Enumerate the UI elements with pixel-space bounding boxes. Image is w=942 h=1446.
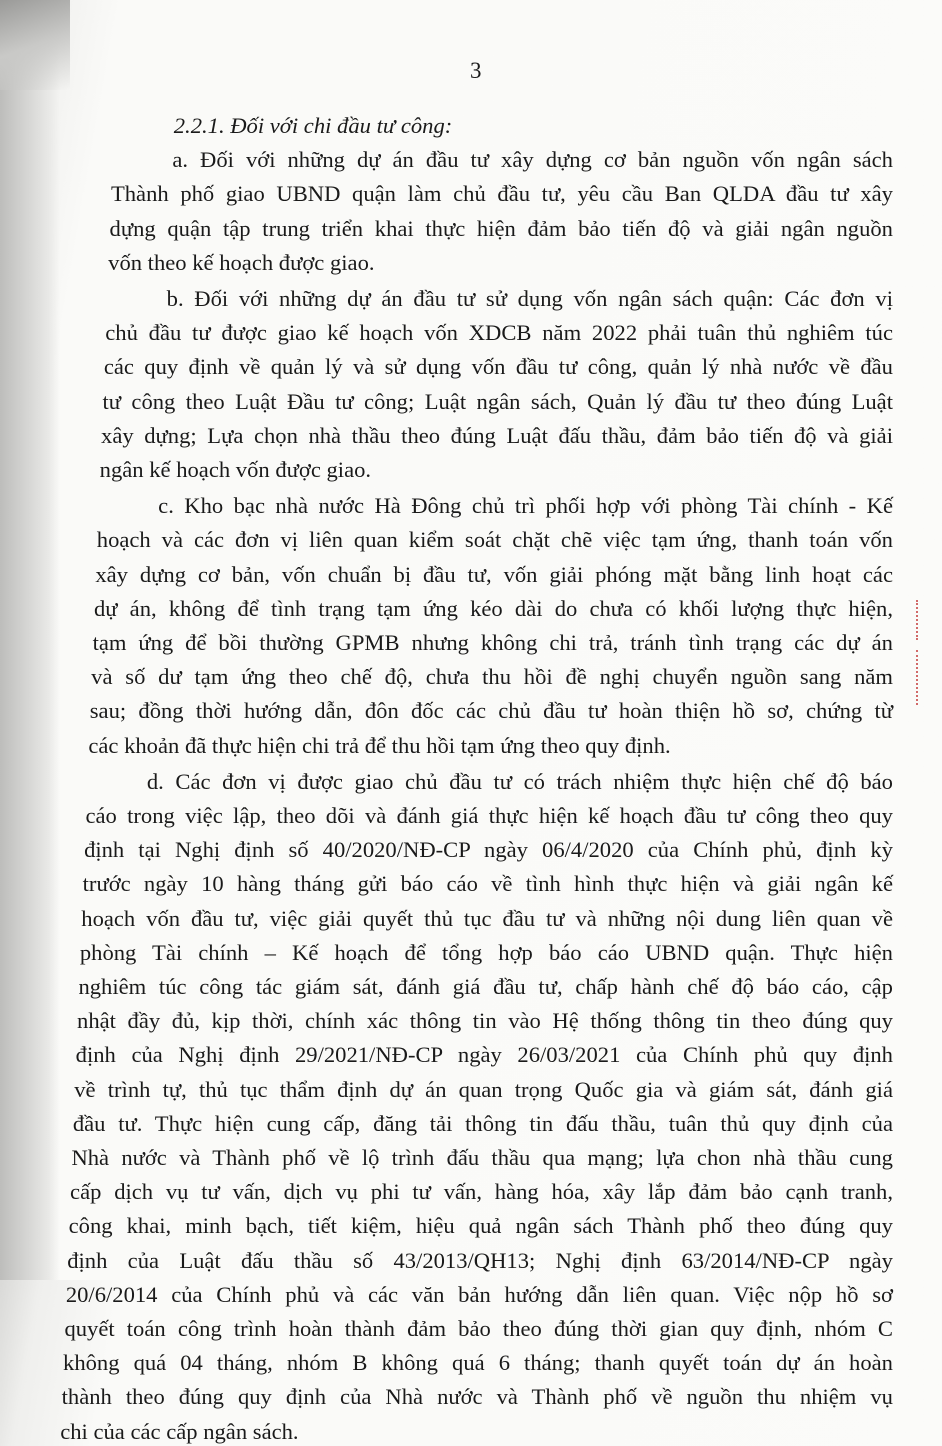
text-line: cáo trong việc lập, theo dõi và đánh giá thực hiện kế hoạch đầu tư công theo quy (85, 803, 893, 828)
text-line: trước ngày 10 hàng tháng gửi báo cáo về tình hình thực hiện và giải ngân kế (82, 871, 893, 897)
text-line: về trình tự, thủ tục thẩm định dự án quan trọng Quốc gia và giám sát, đánh giá (74, 1076, 893, 1102)
text-line: b. Đối với những dự án đầu tư sử dụng vốn ngân sách quận: Các đơn vị (166, 286, 893, 311)
text-line: tạm ứng để bồi thường GPMB nhưng không chi trả, tránh tình trạng các dự án (92, 630, 893, 655)
text-line: chủ đầu tư được giao kế hoạch vốn XDCB năm 2022 phải tuân thủ nghiêm túc (105, 320, 893, 346)
text-line: chi của các cấp ngân sách. (60, 1418, 299, 1444)
stamp-mark (916, 600, 932, 640)
text-line: dựng quận tập trung triển khai thực hiện đảm bảo tiến độ và giải ngân nguồn (109, 215, 893, 241)
text-line: và số dư tạm ứng theo chế độ, chưa thu hồi đề nghị chuyển nguồn sang năm (91, 664, 893, 690)
text-line: 20/6/2014 của Chính phủ và các văn bản hướng dẫn liên quan. Việc nộp hồ sơ (65, 1281, 893, 1307)
text-line: không quá 04 tháng, nhóm B không quá 6 tháng; thanh quyết toán dự án hoàn (63, 1350, 893, 1376)
text-line: các khoản đã thực hiện chi trả để thu hồi tạm ứng theo quy định. (88, 732, 671, 758)
text-line: nghiêm túc công tác giám sát, đánh giá đầu tư, chấp hành chế độ báo cáo, cập (78, 974, 893, 999)
text-line: nhật đầy đủ, kịp thời, chính xác thông tin vào Hệ thống thông tin theo đúng quy (77, 1008, 893, 1034)
text-line: dự án, không để tình trạng tạm ứng kéo dài do chưa có khối lượng thực hiện, (93, 595, 893, 621)
text-line: c. Kho bạc nhà nước Hà Đông chủ trì phối hợp với phòng Tài chính - Kế (158, 493, 893, 519)
page-number: 3 (470, 58, 482, 83)
text-line: tư công theo Luật Đầu tư công; Luật ngân sách, Quản lý đầu tư theo đúng Luật (102, 388, 893, 414)
text-line: định của Luật đấu thầu số 43/2013/QH13; Nghị định 63/2014/NĐ-CP ngày (67, 1247, 893, 1273)
text-line: phòng Tài chính – Kế hoạch để tổng hợp báo cáo UBND quận. Thực hiện (79, 939, 893, 965)
text-line: hoạch vốn đầu tư, việc giải quyết thủ tục đầu tư và những nội dung liên quan về (81, 905, 893, 931)
text-line: định tại Nghị định số 40/2020/NĐ-CP ngày 06/4/2020 của Chính phủ, định kỳ (84, 837, 893, 863)
text-line: quyết toán công trình hoàn thành đảm bảo theo đúng thời gian quy định, nhóm C (64, 1316, 893, 1341)
stamp-mark (916, 650, 932, 705)
text-line: hoạch và các đơn vị liên quan kiểm soát chặt chẽ việc tạm ứng, thanh toán vốn (96, 527, 893, 553)
text-line: vốn theo kế hoạch được giao. (108, 249, 375, 275)
text-line: định của Nghị định 29/2021/NĐ-CP ngày 26/03/2021 của Chính phủ quy định (75, 1042, 893, 1068)
page-shadow (0, 0, 60, 1280)
text-line: công khai, minh bạch, tiết kiệm, hiệu quả ngân sách Thành phố theo đúng quy (68, 1213, 893, 1239)
text-line: a. Đối với những dự án đầu tư xây dựng cơ bản nguồn vốn ngân sách (172, 147, 893, 173)
section-heading: 2.2.1. Đối với chi đầu tư công: (173, 113, 453, 138)
text-line: xây dựng cơ bản, vốn chuẩn bị đầu tư, vốn giải phóng mặt bằng linh hoạt các (95, 561, 893, 587)
page-corner-shadow (0, 0, 70, 90)
text-line: Nhà nước và Thành phố về lộ trình đấu thầu qua mạng; lựa chon nhà thầu cung (71, 1145, 893, 1170)
text-line: cấp dịch vụ tư vấn, dịch vụ phi tư vấn, hàng hóa, xây lắp đảm bảo cạnh tranh, (70, 1179, 893, 1205)
text-line: sau; đồng thời hướng dẫn, đôn đốc các chủ đầu tư hoàn thiện hồ sơ, chứng từ (89, 698, 893, 724)
text-line: ngân kế hoạch vốn được giao. (99, 457, 372, 482)
text-line: các quy định về quản lý và sử dụng vốn đầu tư công, quản lý nhà nước về đầu (103, 354, 893, 380)
text-line: d. Các đơn vị được giao chủ đầu tư có trách nhiệm thực hiện chế độ báo (146, 768, 893, 794)
text-line: thành theo đúng quy định của Nhà nước và Thành phố về nguồn thu nhiệm vụ (61, 1384, 893, 1410)
text-line: xây dựng; Lựa chọn nhà thầu theo đúng Luật đấu thầu, đảm bảo tiến độ và giải (101, 422, 893, 448)
text-line: đầu tư. Thực hiện cung cấp, đăng tải thông tin đấu thầu, tuân thủ quy định của (72, 1110, 893, 1136)
text-line: Thành phố giao UBND quận làm chủ đầu tư, yêu cầu Ban QLDA đầu tư xây (110, 181, 893, 207)
